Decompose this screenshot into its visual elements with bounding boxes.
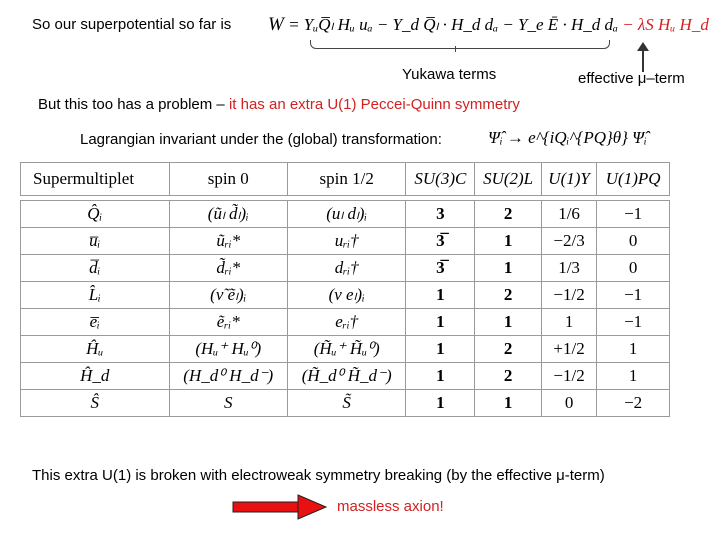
cell-spin-half: (uₗ dₗ)ᵢ xyxy=(287,201,405,228)
superpotential-mu-term: − λS Hᵤ H_d xyxy=(622,15,709,34)
cell-multiplet: Ŝ xyxy=(21,390,170,417)
header-supermultiplet: Supermultiplet xyxy=(21,163,170,196)
cell-u1y: −2/3 xyxy=(541,228,596,255)
header-spin-half: spin 1/2 xyxy=(287,163,405,196)
cell-su3: 1 xyxy=(406,363,475,390)
cell-u1y: 0 xyxy=(541,390,596,417)
cell-u1pq: −1 xyxy=(597,309,670,336)
cell-su2: 1 xyxy=(475,390,542,417)
cell-spin0: (Hᵤ⁺ Hᵤ⁰) xyxy=(169,336,287,363)
problem-statement xyxy=(38,96,520,113)
cell-su3: 1 xyxy=(406,336,475,363)
table-row xyxy=(21,228,670,255)
cell-multiplet: L̂ᵢ xyxy=(21,282,170,309)
superpotential-lhs: W xyxy=(268,14,284,35)
cell-spin-half: (ν eₗ)ᵢ xyxy=(287,282,405,309)
cell-su2: 2 xyxy=(475,201,542,228)
cell-u1y: 1/3 xyxy=(541,255,596,282)
cell-multiplet: e̅ᵢ xyxy=(21,309,170,336)
cell-u1pq: 1 xyxy=(597,363,670,390)
cell-spin-half: (H̃_d⁰ H̃_d⁻) xyxy=(287,363,405,390)
header-su3: SU(3)C xyxy=(406,163,475,196)
cell-u1pq: −1 xyxy=(597,201,670,228)
header-spin0: spin 0 xyxy=(169,163,287,196)
cell-su2: 2 xyxy=(475,282,542,309)
cell-su2: 1 xyxy=(475,255,542,282)
yukawa-label: Yukawa terms xyxy=(402,66,497,83)
cell-u1y: 1 xyxy=(541,309,596,336)
supermultiplet-table xyxy=(20,162,670,417)
cell-spin0: ũᵣᵢ* xyxy=(169,228,287,255)
superpotential-equation xyxy=(268,14,709,36)
cell-spin0: (ν̃ ẽₗ)ᵢ xyxy=(169,282,287,309)
table-row xyxy=(21,309,670,336)
mu-term-label: effective μ–term xyxy=(578,70,685,87)
yukawa-brace xyxy=(310,40,610,49)
cell-su3: 3̅ xyxy=(406,255,475,282)
mu-term-arrow-shaft xyxy=(642,50,644,72)
table-header-row xyxy=(21,163,670,196)
cell-su2: 1 xyxy=(475,309,542,336)
cell-u1y: −1/2 xyxy=(541,363,596,390)
axion-text: massless axion! xyxy=(337,498,444,515)
cell-su3: 1 xyxy=(406,282,475,309)
cell-multiplet: Ĥᵤ xyxy=(21,336,170,363)
problem-text: But this too has a problem – xyxy=(38,96,229,113)
cell-u1pq: 0 xyxy=(597,255,670,282)
table-row xyxy=(21,336,670,363)
header-u1y: U(1)Y xyxy=(541,163,596,196)
cell-su3: 1 xyxy=(406,309,475,336)
cell-spin-half: (H̃ᵤ⁺ H̃ᵤ⁰) xyxy=(287,336,405,363)
cell-spin-half: S̃ xyxy=(287,390,405,417)
cell-su2: 2 xyxy=(475,363,542,390)
cell-spin0: d̃ᵣᵢ* xyxy=(169,255,287,282)
cell-spin0: S xyxy=(169,390,287,417)
cell-u1y: −1/2 xyxy=(541,282,596,309)
cell-multiplet: Ĥ_d xyxy=(21,363,170,390)
cell-multiplet: Q̂ᵢ xyxy=(21,201,170,228)
header-su2: SU(2)L xyxy=(475,163,542,196)
table-row xyxy=(21,282,670,309)
cell-spin-half: dᵣᵢ† xyxy=(287,255,405,282)
cell-su3: 3 xyxy=(406,201,475,228)
table-row xyxy=(21,390,670,417)
cell-su2: 2 xyxy=(475,336,542,363)
cell-u1pq: 1 xyxy=(597,336,670,363)
cell-u1y: +1/2 xyxy=(541,336,596,363)
cell-u1pq: 0 xyxy=(597,228,670,255)
cell-u1pq: −2 xyxy=(597,390,670,417)
superpotential-yukawa-terms: = YᵤQ̅ₗ Hᵤ uₐ − Y_d Q̅ₗ · H_d dₐ − Y_e Ē · H_d dₐ xyxy=(288,15,618,34)
header-u1pq: U(1)PQ xyxy=(597,163,670,196)
cell-spin-half: eᵣᵢ† xyxy=(287,309,405,336)
cell-u1y: 1/6 xyxy=(541,201,596,228)
cell-su3: 3̅ xyxy=(406,228,475,255)
cell-su2: 1 xyxy=(475,228,542,255)
lagrangian-text: Lagrangian invariant under the (global) transformation: xyxy=(80,131,442,148)
transformation-equation: Ψ̂ᵢ → e^{iQᵢ^{PQ}θ} Ψ̂ᵢ xyxy=(488,128,647,147)
cell-multiplet: d̅ᵢ xyxy=(21,255,170,282)
pq-symmetry-text: it has an extra U(1) Peccei-Quinn symmetry xyxy=(228,96,520,113)
table-row xyxy=(21,201,670,228)
cell-spin-half: uᵣᵢ† xyxy=(287,228,405,255)
table-row xyxy=(21,255,670,282)
breaking-text: This extra U(1) is broken with electroweak symmetry breaking (by the effective μ-term) xyxy=(32,467,605,484)
red-arrow-icon xyxy=(232,494,328,520)
cell-su3: 1 xyxy=(406,390,475,417)
intro-text: So our superpotential so far is xyxy=(32,16,232,33)
table-row xyxy=(21,363,670,390)
cell-spin0: (ũₗ d̃ₗ)ᵢ xyxy=(169,201,287,228)
yukawa-brace-tip xyxy=(455,46,456,52)
cell-spin0: ẽᵣᵢ* xyxy=(169,309,287,336)
cell-multiplet: u̅ᵢ xyxy=(21,228,170,255)
cell-spin0: (H_d⁰ H_d⁻) xyxy=(169,363,287,390)
cell-u1pq: −1 xyxy=(597,282,670,309)
